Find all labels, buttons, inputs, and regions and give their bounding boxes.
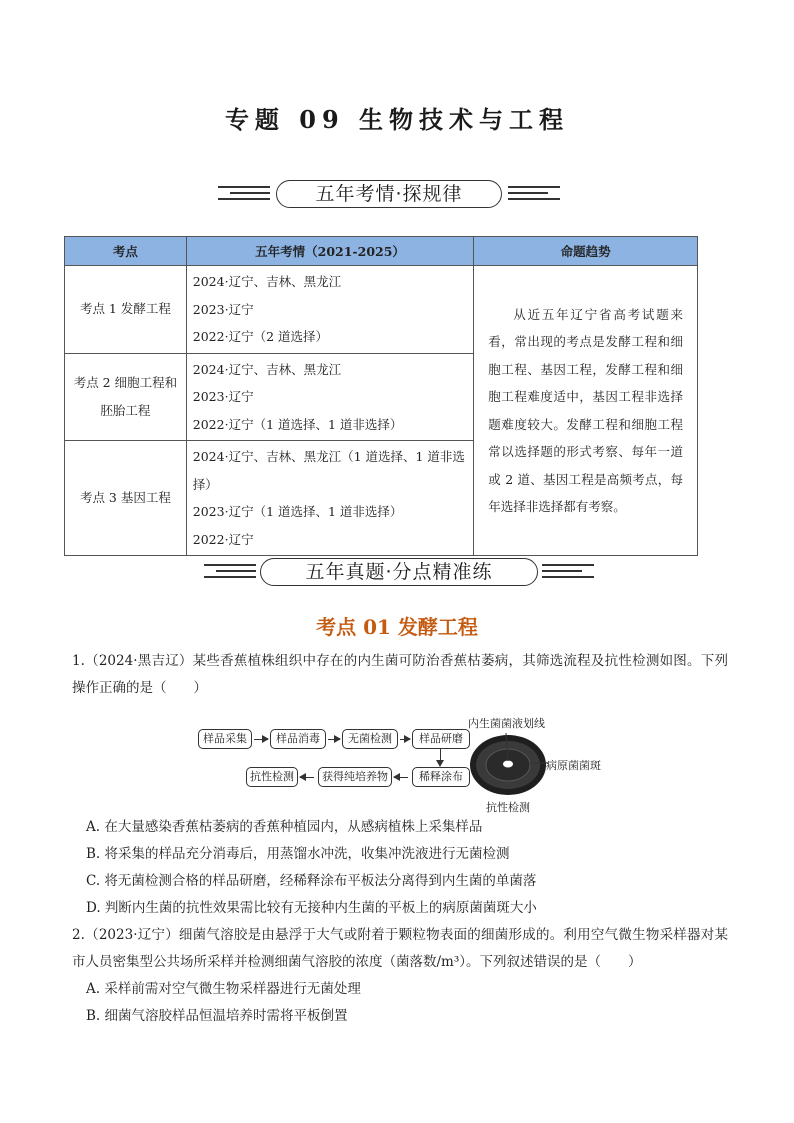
arrow-right-icon	[254, 739, 268, 740]
question-1-stem: 1.（2024·黑吉辽）某些香蕉植株组织中存在的内生菌可防治香蕉枯萎病，其筛选流程及抗性检测如图。下列操作正确的是（ ）	[72, 653, 728, 696]
banner-label: 五年真题·分点精准练	[260, 558, 538, 586]
flow-step-grind: 样品研磨	[412, 729, 470, 749]
petri-dish-icon	[468, 729, 550, 797]
option-c[interactable]: C. 将无菌检测合格的样品研磨，经稀释涂布平板法分离得到内生菌的单菌落	[86, 873, 537, 889]
banner-left-lines	[204, 564, 256, 582]
header-trend: 命题趋势	[474, 237, 698, 266]
flow-step-dilute: 稀释涂布	[412, 767, 470, 787]
option-d[interactable]: D. 判断内生菌的抗性效果需比较有无接种内生菌的平板上的病原菌菌斑大小	[86, 900, 537, 916]
page-title: 专题 09 生物技术与工程	[224, 105, 570, 134]
banner-label: 五年考情·探规律	[276, 180, 502, 208]
banner-right-lines	[508, 186, 560, 204]
option-b[interactable]: B. 细菌气溶胶样品恒温培养时需将平板倒置	[86, 1008, 348, 1024]
arrow-right-icon	[328, 739, 340, 740]
banner-five-year-practice	[0, 556, 794, 590]
year-line: 2022·辽宁（1 道选择、1 道非选择）	[192, 416, 403, 432]
year-line: 2023·辽宁（1 道选择、1 道非选择）	[192, 504, 403, 519]
banner-left-lines	[218, 186, 270, 204]
year-line: 2022·辽宁	[192, 531, 254, 547]
screening-flowchart	[198, 715, 618, 815]
year-line: 2024·辽宁、吉林、黑龙江（1 道选择、1 道非选择）	[192, 449, 465, 492]
years-cell	[186, 266, 474, 354]
option-a[interactable]: A. 采样前需对空气微生物采样器进行无菌处理	[86, 981, 361, 997]
option-a[interactable]: A. 在大量感染香蕉枯萎病的香蕉种植园内，从感病植株上采集样品	[86, 819, 483, 835]
point-cell: 考点 1 发酵工程	[65, 266, 187, 354]
years-cell	[186, 353, 474, 441]
point-cell: 考点 2 细胞工程和胚胎工程	[65, 353, 187, 441]
dish-label-streak: 内生菌菌液划线	[468, 717, 545, 730]
flow-step-sterile: 无菌检测	[342, 729, 398, 749]
year-line: 2023·辽宁	[192, 389, 254, 404]
year-line: 2022·辽宁（2 道选择）	[192, 329, 328, 344]
year-line: 2024·辽宁、吉林、黑龙江	[192, 361, 342, 377]
trend-cell: 从近五年辽宁省高考试题来看，常出现的考点是发酵工程和细胞工程、基因工程，发酵工程和细胞工程难度适中，基因工程非选择题难度较大。发酵工程和细胞工程常以选择题的形式考察、每年一道或 2 道、基因工程是高频考点，每年选择非选择都有考察。	[474, 266, 698, 556]
years-cell	[186, 441, 474, 556]
year-line: 2024·辽宁、吉林、黑龙江	[192, 274, 342, 289]
header-point: 考点	[65, 237, 187, 266]
question-2-stem: 2.（2023·辽宁）细菌气溶胶是由悬浮于大气或附着于颗粒物表面的细菌形成的。利用空气微生物采样器对某市人员密集型公共场所采样并检测细菌气溶胶的浓度（菌落数/m³）。下列叙述错误的是（ ）	[72, 927, 728, 970]
arrow-down-icon	[440, 749, 441, 765]
arrow-right-icon	[400, 739, 410, 740]
banner-right-lines	[542, 564, 594, 582]
header-years: 五年考情（2021-2025）	[186, 237, 474, 266]
flow-step-pure-culture: 获得纯培养物	[318, 767, 392, 787]
flow-step-resistance-test: 抗性检测	[246, 767, 298, 787]
arrow-left-icon	[300, 777, 314, 778]
arrow-left-icon	[394, 777, 408, 778]
option-b[interactable]: B. 将采集的样品充分消毒后，用蒸馏水冲洗，收集冲洗液进行无菌检测	[86, 846, 510, 862]
flow-step-disinfect: 样品消毒	[270, 729, 326, 749]
table-row	[65, 266, 698, 354]
exam-overview-table	[64, 236, 698, 556]
dish-label-test: 抗性检测	[486, 801, 530, 814]
section-title: 考点 01 发酵工程	[316, 615, 478, 639]
flow-step-collect: 样品采集	[198, 729, 252, 749]
point-cell: 考点 3 基因工程	[65, 441, 187, 556]
year-line: 2023·辽宁	[192, 301, 254, 317]
banner-five-year-overview	[0, 178, 794, 212]
dish-label-pathogen: 病原菌菌斑	[546, 759, 601, 772]
